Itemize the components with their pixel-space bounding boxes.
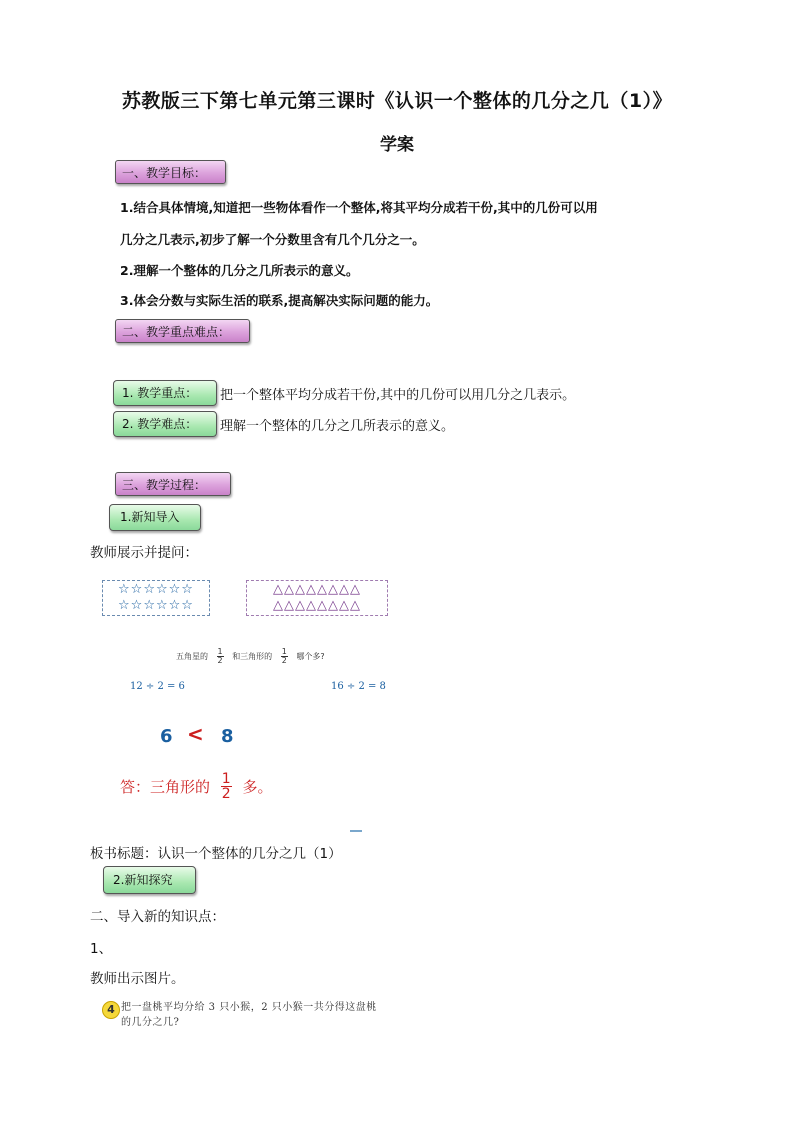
figure-question bbox=[176, 648, 325, 665]
teacher-picture-text: 教师出示图片。 bbox=[90, 971, 185, 987]
key-label-box bbox=[115, 319, 250, 343]
goal-line-3: 2.理解一个整体的几分之几所表示的意义。 bbox=[120, 263, 359, 278]
answer-frac-den: 2 bbox=[221, 786, 231, 802]
step1-label-box bbox=[109, 504, 201, 531]
answer-fraction bbox=[221, 772, 232, 801]
key-point-label-box bbox=[113, 380, 217, 406]
frac-den-1: 2 bbox=[217, 656, 223, 665]
goal-line-4: 3.体会分数与实际生活的联系,提高解决实际问题的能力。 bbox=[120, 293, 439, 308]
stars-row-2: ☆☆☆☆☆☆ bbox=[118, 598, 194, 613]
answer-suffix: 多。 bbox=[242, 778, 273, 796]
frac-den-2: 2 bbox=[281, 656, 287, 665]
difficult-label-box bbox=[113, 411, 217, 437]
compare-left: 6 bbox=[160, 726, 173, 747]
process-label-box bbox=[115, 472, 231, 496]
stars-row-1: ☆☆☆☆☆☆ bbox=[118, 582, 194, 597]
task-line-2: 的几分之几? bbox=[121, 1017, 180, 1028]
question-part-3: 哪个多? bbox=[296, 652, 325, 661]
part2-heading: 二、导入新的知识点： bbox=[90, 909, 225, 925]
answer-prefix: 答：三角形的 bbox=[120, 778, 211, 796]
frac-num-1: 1 bbox=[217, 647, 223, 656]
teacher-show-text: 教师展示并提问： bbox=[90, 545, 198, 561]
step1-label: 1.新知导入 bbox=[120, 510, 180, 524]
difficult-label: 2. 教学难点： bbox=[122, 417, 198, 431]
triangles-box bbox=[246, 580, 388, 616]
goal-line-1: 1.结合具体情境,知道把一些物体看作一个整体,将其平均分成若干份,其中的几份可以用 bbox=[120, 200, 598, 215]
question-part-2: 和三角形的 bbox=[232, 652, 273, 661]
key-point-label: 1. 教学重点： bbox=[122, 386, 198, 400]
compare-right: 8 bbox=[221, 726, 234, 747]
difficult-text: 理解一个整体的几分之几所表示的意义。 bbox=[220, 419, 455, 434]
answer-line bbox=[120, 772, 273, 801]
key-point-text: 把一个整体平均分成若干份,其中的几份可以用几分之几表示。 bbox=[220, 388, 576, 403]
frac-num-2: 1 bbox=[281, 647, 287, 656]
equation-left: 12 ÷ 2 = 6 bbox=[130, 681, 185, 692]
goals-label: 一、教学目标： bbox=[122, 166, 207, 180]
stars-box bbox=[102, 580, 210, 616]
part2-item-1: 1、 bbox=[90, 941, 113, 957]
goal-line-2: 几分之几表示,初步了解一个分数里含有几个几分之一。 bbox=[120, 232, 425, 247]
task-number-icon bbox=[102, 998, 120, 1019]
triangles-row-2: △△△△△△△△ bbox=[273, 598, 361, 613]
question-fraction-1 bbox=[217, 648, 224, 665]
task-number: 4 bbox=[102, 1001, 120, 1019]
board-title: 板书标题：认识一个整体的几分之几（1） bbox=[90, 846, 342, 862]
decorative-mark bbox=[350, 830, 362, 832]
compare-sign: < bbox=[187, 722, 204, 746]
task-line-1: 把一盘桃平均分给 3 只小猴，2 只小猴一共分得这盘桃 bbox=[121, 1002, 377, 1013]
key-label: 二、教学重点难点： bbox=[122, 325, 231, 339]
process-label: 三、教学过程： bbox=[122, 478, 207, 492]
equation-right: 16 ÷ 2 = 8 bbox=[331, 681, 386, 692]
question-part-1: 五角星的 bbox=[176, 652, 208, 661]
page-title: 苏教版三下第七单元第三课时《认识一个整体的几分之几（1）》 bbox=[121, 90, 673, 112]
step2-label-box bbox=[103, 866, 196, 894]
question-fraction-2 bbox=[281, 648, 288, 665]
step2-label: 2.新知探究 bbox=[113, 873, 173, 887]
page-subtitle: 学案 bbox=[380, 135, 414, 155]
goals-label-box bbox=[115, 160, 226, 184]
answer-frac-num: 1 bbox=[221, 771, 231, 787]
triangles-row-1: △△△△△△△△ bbox=[273, 582, 361, 597]
